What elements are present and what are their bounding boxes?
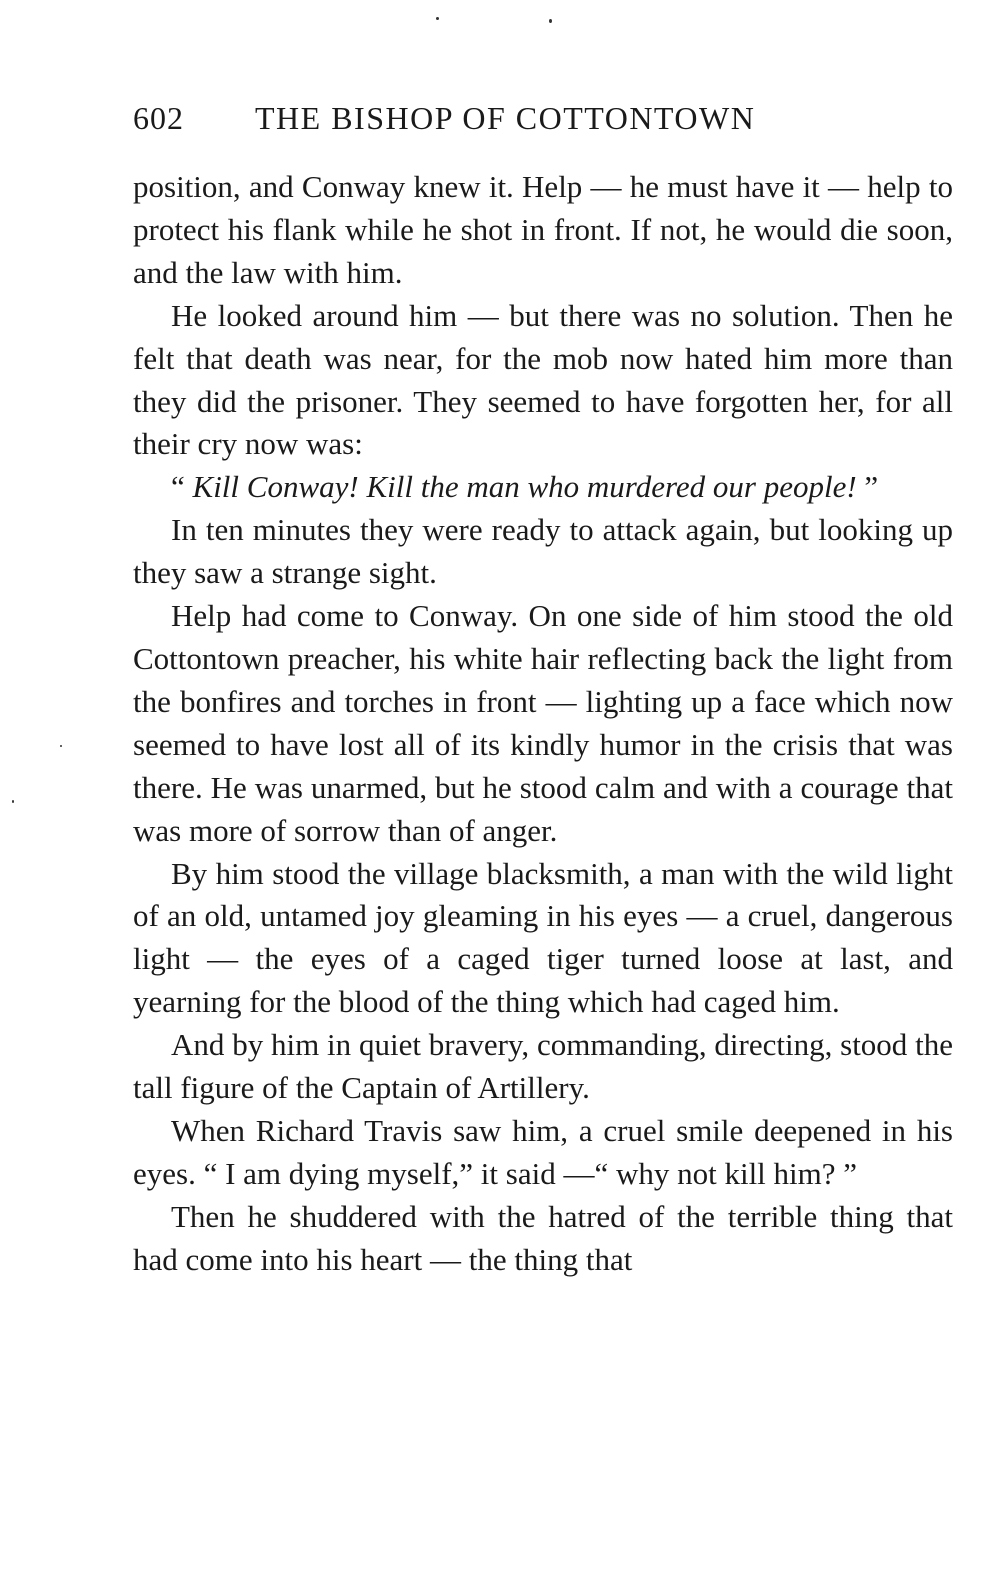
page-number: 602: [133, 100, 184, 136]
paragraph: He looked around him — but there was no solution. Then he felt that death was near, for the mob now hated him more than they did the prisoner. They seemed to have forgotten her, for all their cry now was:: [133, 297, 953, 462]
quote-text: Kill Conway! Kill the man who murdered our people!: [192, 469, 857, 505]
paragraph: Then he shuddered with the hatred of the terrible thing that had come into his heart — the thing that: [133, 1198, 953, 1277]
paragraph: By him stood the village blacksmith, a man with the wild light of an old, untamed joy gleaming in his eyes — a cruel, dangerous light — the eyes of a caged tiger turned loose at last, and yearning for the blood of the thing which had caged him.: [133, 855, 953, 1020]
scan-speck: [549, 19, 552, 23]
scan-speck: [60, 745, 62, 747]
running-header: [133, 100, 953, 144]
body-text: [133, 166, 953, 1282]
paragraph: Help had come to Conway. On one side of him stood the old Cottontown preacher, his white hair reflecting back the light from the bonfires and torches in front — lighting up a face which now seemed to have lost all of its kindly humor in the crisis that was there. He was unarmed, but he stood calm and with a courage that was more of sorrow than of anger.: [133, 598, 953, 848]
scan-speck: [436, 17, 439, 20]
quote-close: ”: [856, 469, 879, 505]
running-title: THE BISHOP OF COTTONTOWN: [255, 100, 756, 136]
quote-open: “: [171, 469, 193, 505]
scan-speck: [12, 800, 14, 803]
paragraph: position, and Conway knew it. Help — he must have it — help to protect his flank while he shot in front. If not, he would die soon, and the law with him.: [133, 169, 953, 290]
paragraph: And by him in quiet bravery, commanding, directing, stood the tall figure of the Captain of Artillery.: [133, 1027, 953, 1106]
paragraph: In ten minutes they were ready to attack again, but looking up they saw a strange sight.: [133, 512, 953, 591]
quoted-cry: [133, 466, 953, 509]
paragraph: When Richard Travis saw him, a cruel smile deepened in his eyes. “ I am dying myself,” it said —“ why not kill him? ”: [133, 1112, 953, 1191]
